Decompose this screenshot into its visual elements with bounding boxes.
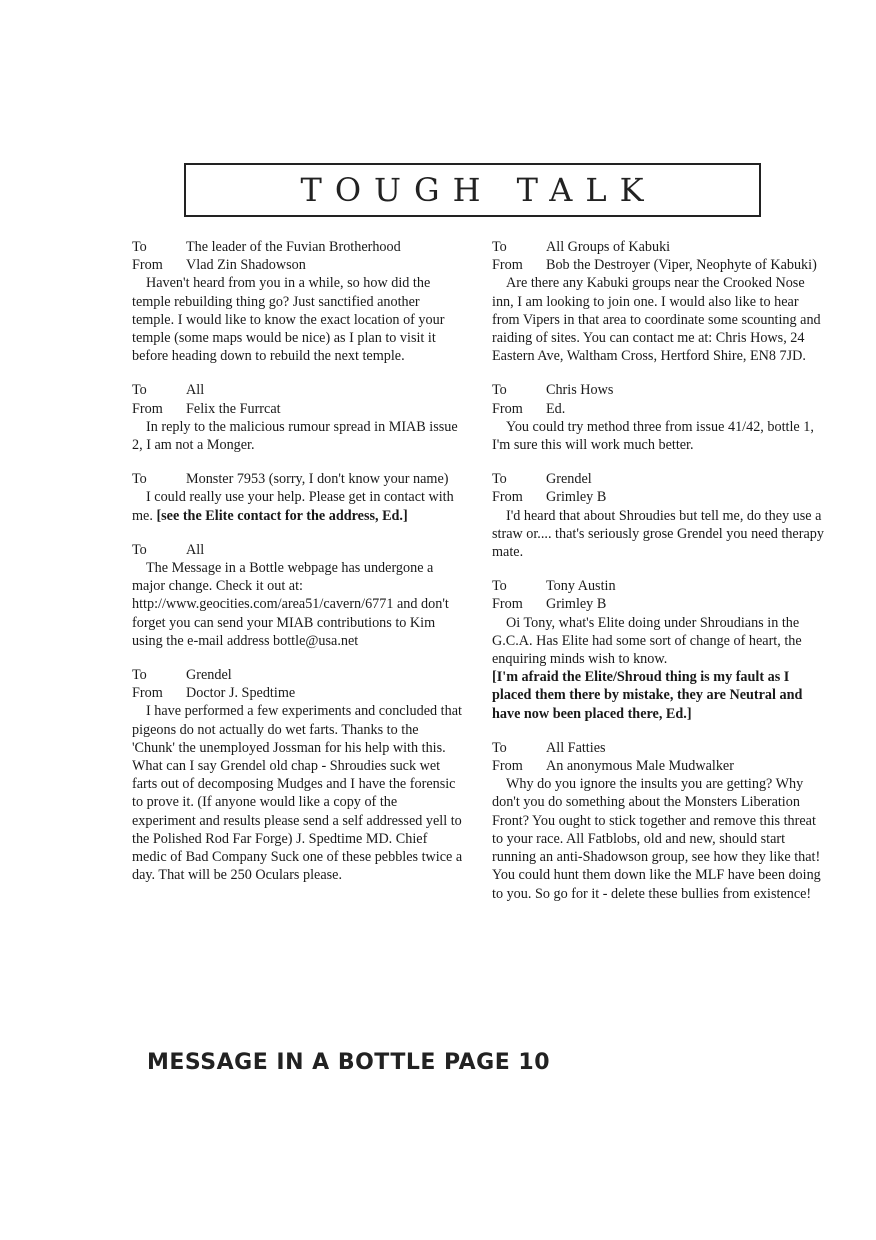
message-to (492, 470, 826, 488)
from-value: Grimley B (546, 489, 607, 506)
right-column (492, 238, 826, 919)
message-body: Why do you ignore the insults you are getting? Why don't you do something about the Monsters Liberation Front? You ought to stick together and remove this threat to your race. All Fatblobs, old and new, should start running an anti-Shadowson group, see how they like that! You could hunt them down like the MLF have been doing to you. So go for it - delete these bullies from existence! (492, 776, 821, 902)
message (492, 238, 826, 365)
editor-note: [see the Elite contact for the address, Ed.] (156, 507, 408, 524)
message (132, 381, 464, 454)
message-from (492, 256, 826, 274)
message-body: I have performed a few experiments and concluded that pigeons do not actually do wet farts. Thanks to the 'Chunk' the unemployed Jossman for his help with this. What can I say Grendel old chap - Shroudies suck wet farts out of decomposing Mudges and I have the forensic to prove it. (If anyone would like a copy of the experiment and results please send a self addressed yell to the Polished Rod Far Forge) J. Spedtime MD. Chief medic of Bad Company Suck one of these pebbles twice a day. That will be 250 Oculars please. (132, 703, 463, 884)
message-to (132, 541, 464, 559)
from-value: Vlad Zin Shadowson (186, 257, 306, 274)
from-label: From (132, 257, 163, 274)
to-label: To (132, 239, 147, 255)
from-label: From (132, 400, 163, 417)
message-body: The Message in a Bottle webpage has undergone a major change. Check it out at: http://www.geocities.com/area51/cavern/6771 and don't forget you can send your MIAB contributions to Kim using the e-mail address bottle@usa.net (132, 560, 449, 649)
message (132, 666, 464, 884)
to-value: Grendel (546, 471, 592, 488)
to-value: The leader of the Fuvian Brotherhood (186, 239, 401, 255)
message (132, 541, 464, 650)
from-value: An anonymous Male Mudwalker (546, 758, 734, 775)
to-value: Monster 7953 (sorry, I don't know your name) (186, 471, 449, 488)
message-body: Are there any Kabuki groups near the Crooked Nose inn, I am looking to join one. I would also like to hear from Vipers in that area to coordinate some scounting and raiding of sites. You can contact me at: Chris Hows, 24 Eastern Ave, Waltham Cross, Hertford Shire, EN8 7JD. (492, 275, 821, 365)
to-label: To (492, 578, 507, 595)
from-value: Doctor J. Spedtime (186, 685, 296, 702)
from-label: From (492, 489, 523, 506)
message-from (492, 757, 826, 775)
to-label: To (132, 382, 147, 399)
message-to (492, 238, 826, 256)
from-label: From (132, 685, 163, 702)
message-body: I'd heard that about Shroudies but tell me, do they use a straw or.... that's seriously grose Grendel you need therapy mate. (492, 507, 824, 561)
to-label: To (132, 471, 147, 488)
from-label: From (492, 257, 523, 274)
message-to (132, 238, 464, 256)
message (492, 739, 826, 903)
to-label: To (492, 239, 507, 255)
message-to (492, 381, 826, 399)
from-label: From (492, 758, 523, 775)
message-to (132, 470, 464, 488)
message-to (492, 739, 826, 757)
message-to (492, 577, 826, 595)
message-body: You could try method three from issue 41/42, bottle 1, I'm sure this will work much better. (492, 418, 814, 454)
message (492, 381, 826, 454)
to-label: To (492, 739, 507, 756)
to-value: Chris Hows (546, 382, 614, 399)
left-column (132, 238, 464, 901)
message (132, 470, 464, 525)
to-label: To (492, 382, 507, 399)
message (492, 577, 826, 723)
message (132, 238, 464, 365)
to-label: To (132, 541, 147, 558)
message-to (132, 381, 464, 399)
page-footer: MESSAGE IN A BOTTLE PAGE 10 (147, 1050, 551, 1075)
message-text: I could really use your help. Please get in contact with me. (132, 489, 454, 524)
from-value: Bob the Destroyer (Viper, Neophyte of Kabuki) (546, 257, 817, 274)
from-value: Grimley B (546, 596, 607, 613)
message-from (132, 256, 464, 274)
message-from (132, 400, 464, 418)
from-value: Felix the Furrcat (186, 400, 281, 417)
to-value: All (186, 382, 205, 399)
to-value: All (186, 541, 205, 558)
from-label: From (492, 400, 523, 417)
message-body: Oi Tony, what's Elite doing under Shroudians in the G.C.A. Has Elite had some sort of change of heart, the enquiring minds wish to know. (492, 614, 802, 668)
to-label: To (132, 667, 147, 684)
message (492, 470, 826, 561)
title-box (184, 163, 761, 217)
message-from (132, 684, 464, 702)
from-value: Ed. (546, 400, 566, 417)
message-from (492, 488, 826, 506)
editor-note: [I'm afraid the Elite/Shroud thing is my fault as I placed them there by mistake, they are Neutral and have now been placed there, Ed.] (492, 669, 803, 722)
message-from (492, 595, 826, 613)
message-body: Haven't heard from you in a while, so how did the temple rebuilding thing go? Just sanctified another temple. I would like to know the exact location of your temple (some maps would be nice) as I plan to visit it before heading down to rebuild the next temple. (132, 275, 445, 365)
message-body (132, 488, 464, 524)
to-label: To (492, 471, 507, 488)
from-label: From (492, 596, 523, 613)
message-to (132, 666, 464, 684)
message-body: In reply to the malicious rumour spread in MIAB issue 2, I am not a Monger. (132, 418, 458, 454)
to-value: All Groups of Kabuki (546, 239, 671, 255)
page-title: TOUGH TALK (300, 171, 657, 209)
to-value: All Fatties (546, 739, 606, 756)
to-value: Grendel (186, 667, 232, 684)
message-from (492, 400, 826, 418)
to-value: Tony Austin (546, 578, 616, 595)
